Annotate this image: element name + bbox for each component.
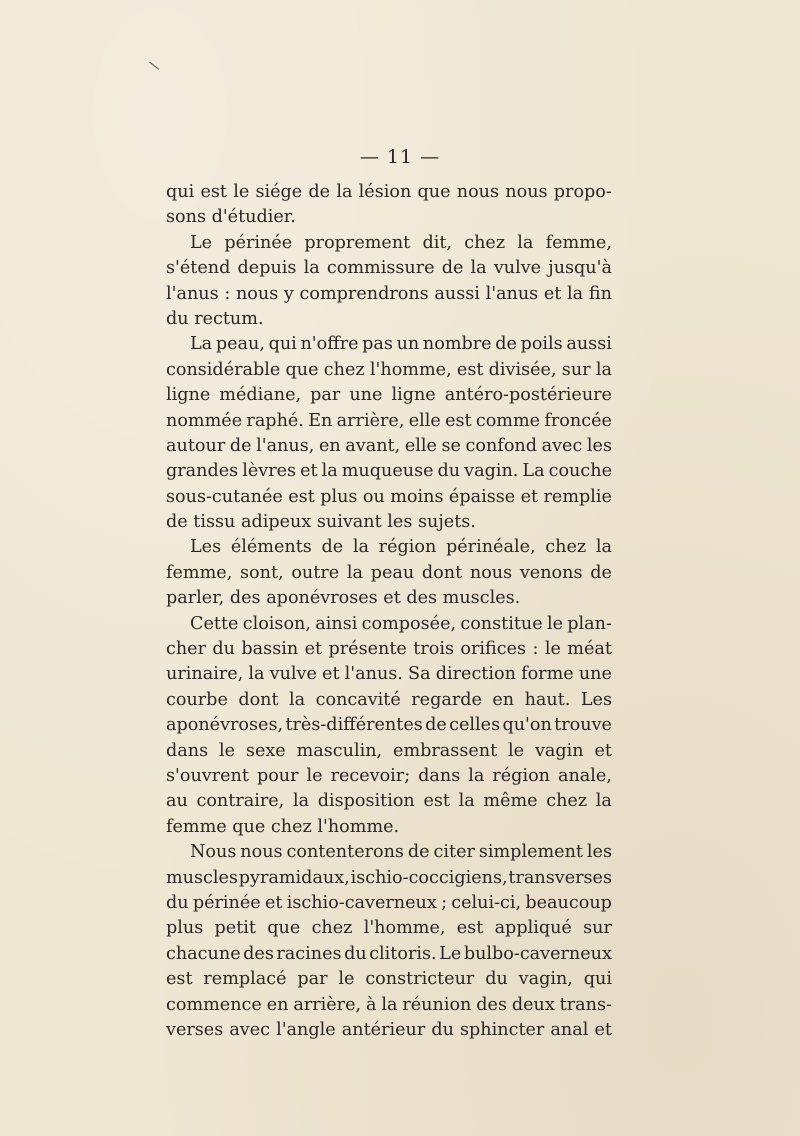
word: muqueuse [341,461,434,482]
word: que [285,359,319,380]
word: de [308,182,331,202]
word: nous [456,182,500,202]
word: chez [464,232,506,253]
word: éléments [230,537,312,558]
word: y [283,283,294,304]
word: depuis [237,258,297,279]
word: du [166,308,189,329]
word: constitue [460,613,543,634]
word: n'offre [300,334,359,355]
word: parler, [166,588,225,609]
word: Nous [190,842,237,863]
word: fin [588,283,612,304]
word: venons [519,562,583,583]
word: région [492,765,550,786]
word: et [300,461,318,482]
word: le [219,740,236,761]
word: commence [166,994,262,1015]
text-line [166,307,612,332]
word: La [522,461,545,482]
word: femme [166,816,227,837]
word: le [338,969,355,990]
text-line [166,231,612,256]
word: nous [505,182,548,202]
word: plus [320,486,358,507]
word: région [378,537,437,558]
word: et [594,1019,612,1040]
word: le [306,765,323,786]
word: ischio-coccigiens, [350,867,508,888]
word: le [544,639,561,660]
word: très-différentes [285,715,423,736]
word: bassin [241,639,299,660]
word: une [349,385,383,406]
word: ou [362,486,385,507]
word: de [425,715,447,736]
word: chez [270,816,312,837]
word: et [304,639,323,660]
word: et [264,892,283,913]
word: peau [370,562,415,583]
word: du [437,461,461,482]
word: Les [580,689,612,710]
word: celui-ci, [451,892,522,913]
word: l'homme, [363,918,446,939]
word: nous [240,842,283,863]
word: avec [229,1019,271,1040]
text-line [166,739,612,764]
stray-mark: \ [147,58,161,74]
word: femme, [166,562,233,583]
word: suivant [316,512,382,533]
word: adipeux [240,512,312,533]
text-line [166,815,612,840]
word: celles [449,715,501,736]
word: chez [546,791,588,812]
word: commissure [326,258,435,279]
text-line [166,383,612,408]
word: périnéale, [446,537,536,558]
word: En [308,410,333,431]
word: vulve [493,258,542,279]
text-line [166,535,612,560]
text-line [166,891,612,916]
word: nombre [422,334,492,355]
text-line [166,840,612,865]
text-line [166,688,612,713]
word: verses [166,1019,224,1040]
word: la [292,791,310,812]
word: trois [413,639,454,660]
word: ainsi [315,613,358,634]
word: réunion [402,994,472,1015]
word: qu'on [502,715,552,736]
word: la [595,537,612,558]
word: femme, [545,232,612,253]
word: une [578,664,612,685]
word: froncée [544,410,612,431]
word: est [288,486,315,507]
word: au [166,791,188,812]
word: cloison, [242,613,311,634]
word: propo- [553,182,612,202]
word: vulve [269,664,317,685]
word: la [352,537,369,558]
word: sexe [245,740,286,761]
word: et [520,486,539,507]
word: de [590,562,612,583]
word: est [166,969,193,990]
word: que [232,816,266,837]
word: des [406,588,438,609]
word: Cette [190,613,239,634]
text-line [166,637,612,662]
word: anal [550,1019,589,1040]
word: confond [465,435,538,456]
word: la [567,283,584,304]
word: la [321,461,338,482]
word: antéro-postérieure [444,385,612,406]
word: antérieur [341,1019,426,1040]
word: aponévroses [266,588,378,609]
word: forme [521,664,574,685]
word: de [166,512,188,533]
text-line [166,510,612,535]
word: bulbo-caverneux [463,943,612,964]
text-line [166,358,612,383]
word: muscles. [442,588,521,609]
word: disposition [317,791,415,812]
word: l'homme. [317,816,400,837]
word: transverses [508,867,612,888]
word: raphé. [246,410,304,431]
word: dans [166,740,209,761]
word: présente [328,639,407,660]
word: la [346,562,363,583]
word: de [321,537,344,558]
word: l'anus, [256,435,315,456]
word: contenterons [286,842,404,863]
text-line [166,485,612,510]
word: plan- [567,613,612,634]
word: qui [583,969,612,990]
word: l'anus [166,283,219,304]
word: vagin, [518,969,573,990]
word: chez [323,359,365,380]
word: et [594,740,612,761]
word: sous-cutanée [166,486,283,507]
word: par [310,385,341,406]
word: divisée, [488,359,557,380]
word: chez [311,918,353,939]
word: muscles [166,867,238,888]
word: la [458,791,475,812]
word: d'étudier. [211,207,296,228]
word: est [200,182,227,202]
word: La [190,334,213,355]
word: clitoris. [369,943,437,964]
word: poils [520,334,563,355]
text-line [166,256,612,281]
word: couche [548,461,612,482]
word: courbe [166,689,228,710]
word: sur [561,359,591,380]
word: siége [255,182,303,202]
text-line [166,789,612,814]
word: s'étend [166,258,231,279]
text-line [166,993,612,1018]
word: regarde [411,689,482,710]
text-line [166,662,612,687]
text-line [166,713,612,738]
word: avec [541,435,583,456]
word: : [224,283,231,304]
word: la [248,664,265,685]
word: recevoir; [330,765,411,786]
word: appliqué [494,918,572,939]
word: masculin, [296,740,383,761]
word: la [470,258,487,279]
word: de [407,842,430,863]
word: épaisse [448,486,516,507]
word: est [445,410,472,431]
word: par [297,969,328,990]
word: Les [190,537,222,558]
word: arrière, [293,994,362,1015]
word: les [387,512,413,533]
word: du [431,1019,454,1040]
word: est [456,359,484,380]
word: sont, [240,562,284,583]
word: la [517,232,534,253]
word: la [595,791,612,812]
word: plus [166,918,204,939]
text-line [166,866,612,891]
word: en [266,994,289,1015]
word: pyramidaux, [238,867,350,888]
word: lèvres [242,461,297,482]
word: petit [214,918,256,939]
word: l'anus. [344,664,403,685]
word: remplie [543,486,612,507]
word: de [441,258,464,279]
word: dit, [422,232,453,253]
text-line [166,561,612,586]
word: ischio-caverneux [286,892,437,913]
word: racines [276,943,342,964]
word: pas [362,334,393,355]
word: pour [256,765,299,786]
word: urinaire, [166,664,244,685]
word: ; [441,892,447,913]
word: dans [418,765,461,786]
word: cher [166,639,207,660]
word: l'anus [485,283,539,304]
word: les [586,435,612,456]
word: chez [545,537,587,558]
word: aussi [434,283,480,304]
word: Le [190,232,213,253]
word: aussi [566,334,612,355]
text-line [166,180,612,205]
word: de [229,435,252,456]
word: remplacé [203,969,287,990]
word: rectum. [194,308,264,329]
word: des [476,994,507,1015]
word: et [322,664,340,685]
word: deux [511,994,555,1015]
word: les [586,842,612,863]
text-line [166,409,612,434]
word: l'homme, [369,359,452,380]
word: peau, [215,334,265,355]
word: que [267,918,301,939]
word: en [318,435,341,456]
text-line [166,205,612,230]
word: en [492,689,515,710]
word: du [212,639,236,660]
word: sujets. [417,512,476,533]
word: composée, [361,613,457,634]
text-line [166,1018,612,1043]
word: méat [567,639,612,660]
word: un [396,334,420,355]
word: beaucoup [525,892,612,913]
word: s'ouvrent [166,765,249,786]
word: sphincter [460,1019,545,1040]
word: le [508,740,525,761]
text-line [166,916,612,941]
word: dont [421,562,463,583]
text-line [166,332,612,357]
word: nommée [166,410,243,431]
word: trouve [554,715,612,736]
word: lésion [358,182,412,202]
word: Le [439,943,462,964]
word: considérable [166,359,281,380]
word: la [336,182,353,202]
word: avant, [345,435,401,456]
page-number: — 11 — [359,146,441,168]
word: ligne [166,385,211,406]
word: proprement [304,232,411,253]
word: et [383,588,401,609]
word: nous [235,283,279,304]
word: la [303,258,320,279]
word: tissu [193,512,236,533]
word: autour [166,435,226,456]
word: est [456,918,484,939]
word: trans- [559,994,612,1015]
text-line [166,282,612,307]
word: et [543,283,562,304]
word: arrière, [336,410,405,431]
word: périnée [224,232,293,253]
word: médiane, [219,385,302,406]
word: du [344,943,367,964]
word: contraire, [196,791,285,812]
word: des [243,943,274,964]
word: que [417,182,451,202]
text-line [166,434,612,459]
text-line [166,612,612,637]
word: périnée [192,892,261,913]
text-line [166,586,612,611]
word: jusqu'à [548,258,612,279]
word: la [381,994,398,1015]
word: elle [408,410,441,431]
text-line [166,764,612,789]
word: embrassent [393,740,498,761]
word: ligne [391,385,436,406]
word: constricteur [365,969,475,990]
word: chacune [166,943,241,964]
word: sons [166,207,206,228]
word: du [166,892,189,913]
word: anale, [557,765,612,786]
word: vagin [534,740,584,761]
word: direction [435,664,516,685]
word: : [532,639,539,660]
word: des [229,588,261,609]
word: à [365,994,377,1015]
word: grandes [166,461,239,482]
word: la [289,689,306,710]
word: dont [238,689,279,710]
word: Sa [408,664,431,685]
word: aponévroses, [166,715,284,736]
word: concavité [315,689,401,710]
word: le [546,613,564,634]
word: vagin. [464,461,519,482]
word: citer [433,842,475,863]
body-text [166,180,612,1043]
word: qui [166,182,195,202]
word: sur [583,918,612,939]
word: simplement [478,842,583,863]
word: la [468,765,485,786]
word: le [233,182,250,202]
word: même [483,791,538,812]
word: moins [390,486,444,507]
word: outre [291,562,340,583]
word: comprendrons [299,283,429,304]
word: du [485,969,508,990]
word: orifices [460,639,527,660]
word: elle [404,435,437,456]
word: de [495,334,517,355]
text-line [166,459,612,484]
word: la [595,359,612,380]
word: se [441,435,461,456]
word: l'angle [276,1019,336,1040]
text-line [166,942,612,967]
word: haut. [524,689,571,710]
text-line [166,967,612,992]
word: comme [475,410,541,431]
word: nous [469,562,513,583]
word: qui [268,334,297,355]
word: est [423,791,450,812]
